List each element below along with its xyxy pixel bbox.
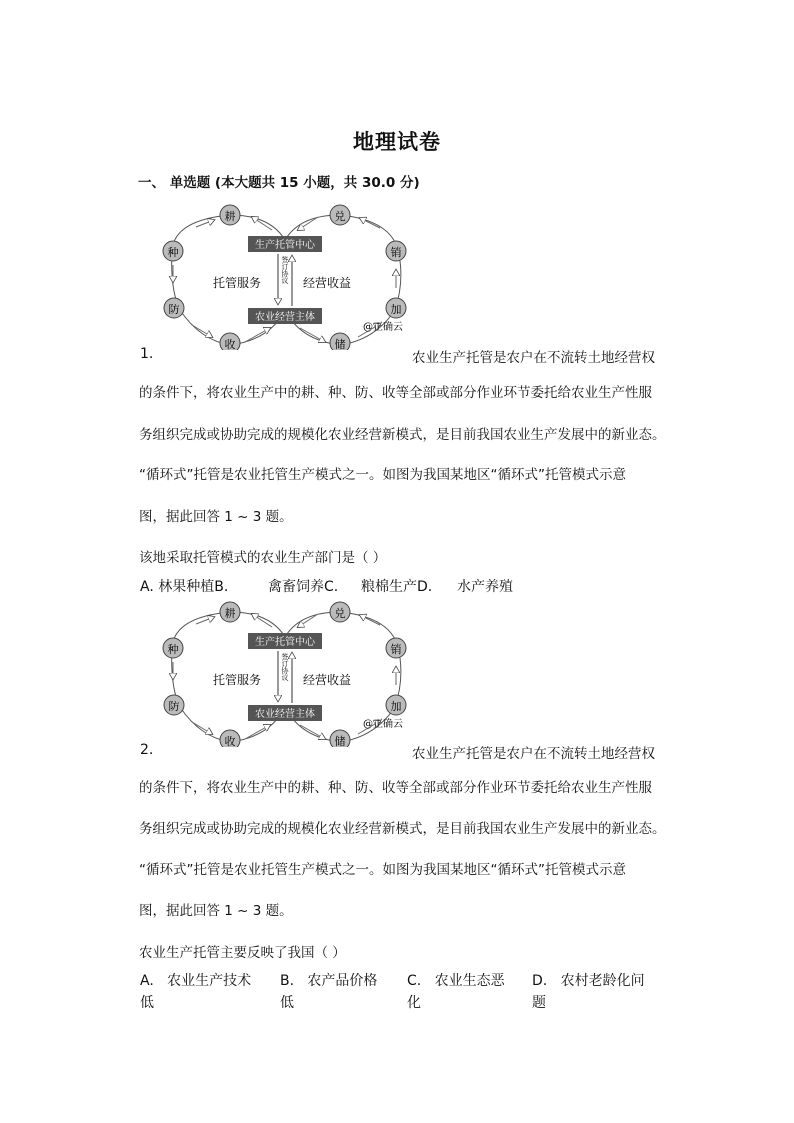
q1-stem: 该地采取托管模式的农业生产部门是（ ） bbox=[139, 550, 387, 566]
node-zhong bbox=[163, 241, 183, 261]
node-dui bbox=[330, 205, 350, 225]
q1-passage-line4: “循环式”托管是农业托管生产模式之一。如图为我国某地区“循环式”托管模式示意 bbox=[139, 467, 626, 483]
q1-passage-line5: 图，据此回答 1 ~ 3 题。 bbox=[139, 509, 293, 525]
svg-text:耕: 耕 bbox=[224, 210, 236, 223]
q2-option-b[interactable] bbox=[280, 970, 408, 1014]
q1-passage-line2: 的条件下，将农业生产中的耕、种、防、收等全部或部分作业环节委托给农业生产性服 bbox=[139, 385, 652, 401]
node-fang bbox=[164, 695, 184, 715]
node-fang bbox=[164, 298, 184, 318]
right-label: 经营收益 bbox=[303, 276, 352, 290]
option-text: 农产品价格 bbox=[307, 973, 378, 989]
section-heading: 一、 单选题 (本大题共 15 小题，共 30.0 分) bbox=[138, 175, 420, 191]
node-dui bbox=[330, 602, 350, 622]
middle-label: 签订协议 bbox=[281, 653, 289, 681]
node-jia bbox=[386, 298, 406, 318]
svg-text:兑: 兑 bbox=[334, 210, 346, 223]
node-geng bbox=[220, 602, 240, 622]
q2-passage-line3: 务组织完成或协助完成的规模化农业经营新模式，是目前我国农业生产发展中的新业态。 bbox=[139, 821, 666, 837]
option-text-cont: 低 bbox=[280, 995, 294, 1011]
node-chu bbox=[330, 730, 350, 747]
left-label: 托管服务 bbox=[213, 673, 262, 687]
center-top-label: 生产托管中心 bbox=[255, 637, 315, 648]
node-shou bbox=[220, 333, 240, 350]
q2-option-c[interactable] bbox=[407, 970, 535, 1014]
question-2-number: 2. bbox=[140, 742, 154, 758]
svg-text:兑: 兑 bbox=[334, 607, 346, 620]
q1-option-d[interactable]: 水产养殖 bbox=[457, 579, 513, 595]
option-text: 农村老龄化问 bbox=[560, 973, 645, 989]
svg-text:收: 收 bbox=[224, 338, 236, 350]
svg-text:加: 加 bbox=[390, 303, 402, 316]
svg-text:销: 销 bbox=[390, 643, 402, 656]
option-letter: D. bbox=[532, 973, 548, 989]
q2-passage-line5: 图，据此回答 1 ~ 3 题。 bbox=[139, 903, 293, 919]
node-chu bbox=[330, 333, 350, 350]
node-geng bbox=[220, 205, 240, 225]
trusteeship-cycle-diagram bbox=[160, 200, 410, 350]
option-text-cont: 低 bbox=[140, 995, 154, 1011]
node-xiao bbox=[386, 638, 406, 658]
q2-stem: 农业生产托管主要反映了我国（ ） bbox=[139, 945, 346, 961]
q2-passage-line4: “循环式”托管是农业托管生产模式之一。如图为我国某地区“循环式”托管模式示意 bbox=[139, 862, 626, 878]
q2-passage-line2: 的条件下，将农业生产中的耕、种、防、收等全部或部分作业环节委托给农业生产性服 bbox=[139, 780, 652, 796]
svg-text:加: 加 bbox=[390, 700, 402, 713]
center-top-label: 生产托管中心 bbox=[255, 240, 315, 251]
svg-text:防: 防 bbox=[168, 700, 180, 713]
q1-passage-line1: 农业生产托管是农户在不流转土地经营权 bbox=[412, 350, 655, 366]
option-letter: A. bbox=[140, 973, 154, 989]
option-letter: B. bbox=[280, 973, 295, 989]
q1-option-a[interactable]: A. 林果种植B. bbox=[140, 579, 229, 595]
watermark: @正确云 bbox=[363, 719, 403, 730]
left-label: 托管服务 bbox=[213, 276, 262, 290]
q2-option-a[interactable] bbox=[140, 970, 268, 1014]
svg-text:销: 销 bbox=[390, 246, 402, 259]
svg-text:防: 防 bbox=[168, 303, 180, 316]
q2-options bbox=[140, 970, 680, 1016]
q1-option-b[interactable]: 禽畜饲养C. bbox=[268, 579, 339, 595]
middle-label: 签订协议 bbox=[281, 256, 289, 284]
svg-text:储: 储 bbox=[334, 338, 346, 350]
right-label: 经营收益 bbox=[303, 673, 352, 687]
option-text: 农业生产技术 bbox=[167, 973, 252, 989]
page-title: 地理试卷 bbox=[353, 130, 441, 154]
q2-passage-line1: 农业生产托管是农户在不流转土地经营权 bbox=[412, 746, 655, 762]
q2-option-d[interactable] bbox=[532, 970, 680, 1014]
svg-text:收: 收 bbox=[224, 735, 236, 747]
option-text-cont: 题 bbox=[532, 995, 546, 1011]
node-shou bbox=[220, 730, 240, 747]
question-1-number: 1. bbox=[140, 346, 154, 362]
center-bottom-label: 农业经营主体 bbox=[255, 312, 315, 323]
option-text-cont: 化 bbox=[407, 995, 421, 1011]
svg-text:种: 种 bbox=[167, 246, 179, 259]
center-bottom-label: 农业经营主体 bbox=[255, 709, 315, 720]
node-xiao bbox=[386, 241, 406, 261]
svg-text:种: 种 bbox=[167, 643, 179, 656]
node-zhong bbox=[163, 638, 183, 658]
watermark: @正确云 bbox=[363, 322, 403, 333]
q1-options bbox=[140, 576, 513, 596]
node-jia bbox=[386, 695, 406, 715]
svg-text:储: 储 bbox=[334, 735, 346, 747]
q1-option-c[interactable]: 粮棉生产D. bbox=[361, 579, 433, 595]
option-text: 农业生态恶 bbox=[434, 973, 505, 989]
svg-text:耕: 耕 bbox=[224, 607, 236, 620]
option-letter: C. bbox=[407, 973, 422, 989]
q1-passage-line3: 务组织完成或协助完成的规模化农业经营新模式，是目前我国农业生产发展中的新业态。 bbox=[139, 427, 666, 443]
trusteeship-cycle-diagram-2 bbox=[160, 597, 410, 747]
